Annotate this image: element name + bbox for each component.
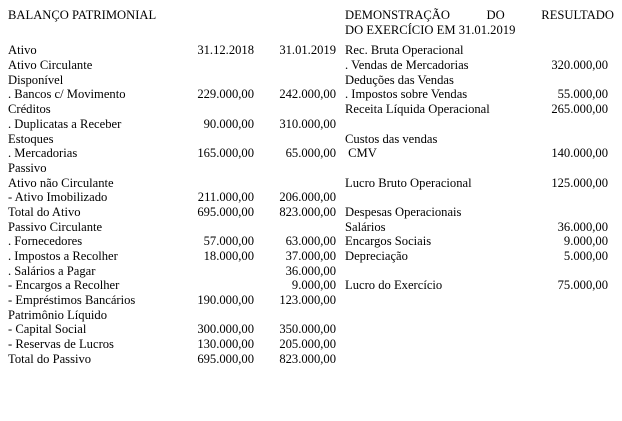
balance-sheet-row xyxy=(8,73,340,88)
income-statement-row xyxy=(345,132,614,147)
income-statement-row-value: 320.000,00 xyxy=(551,58,608,73)
income-statement-row-label: Lucro Bruto Operacional xyxy=(345,175,472,190)
balance-sheet-row-label: - Ativo Imobilizado xyxy=(8,190,108,205)
income-statement-row-value: 125.000,00 xyxy=(551,175,608,190)
income-statement-row-label: Rec. Bruta Operacional xyxy=(345,43,464,58)
balance-sheet-row xyxy=(8,117,340,132)
income-statement-row-value: 265.000,00 xyxy=(551,102,608,117)
income-statement-row-label: CMV xyxy=(345,146,377,161)
balance-sheet-row-value-period-1: 18.000,00 xyxy=(203,249,254,263)
income-statement-row xyxy=(345,249,614,264)
income-statement-row xyxy=(345,205,614,220)
income-statement-row-value: 36.000,00 xyxy=(557,219,608,234)
balance-sheet-row xyxy=(8,132,340,147)
income-statement-row xyxy=(345,58,614,73)
balance-sheet-row-label: . Mercadorias xyxy=(8,146,78,161)
income-statement-row-label: Receita Líquida Operacional xyxy=(345,102,490,117)
balance-sheet-row-label: . Salários a Pagar xyxy=(8,263,96,278)
income-statement-section xyxy=(345,0,614,293)
balance-sheet-row-value-period-2: 350.000,00 xyxy=(279,322,336,337)
balance-sheet-row-value-period-2: 823.000,00 xyxy=(279,351,336,366)
balance-sheet-row-label: Estoques xyxy=(8,131,54,146)
income-statement-row-value: 9.000,00 xyxy=(563,234,608,249)
income-statement-row-label: Encargos Sociais xyxy=(345,234,432,249)
balance-sheet-row-label: Disponível xyxy=(8,72,64,87)
balance-sheet-row-label: Total do Passivo xyxy=(8,351,92,366)
balance-sheet-row xyxy=(8,322,340,337)
balance-sheet-row xyxy=(8,102,340,117)
income-statement-row-value: 5.000,00 xyxy=(563,249,608,263)
income-statement-title-row-1 xyxy=(345,8,614,23)
balance-sheet-row-label: - Encargos a Recolher xyxy=(8,278,120,293)
balance-sheet-row xyxy=(8,176,340,191)
income-statement-title-line-2: DO EXERCÍCIO EM 31.01.2019 xyxy=(345,22,516,37)
balance-sheet-row-value-period-2: 242.000,00 xyxy=(279,87,336,102)
income-statement-row xyxy=(345,176,614,191)
balance-sheet-row-value-period-1: 190.000,00 xyxy=(197,293,254,308)
balance-sheet-row-value-period-2: 63.000,00 xyxy=(285,234,336,249)
balance-sheet-row-label: Passivo xyxy=(8,160,47,175)
balance-sheet-row xyxy=(8,249,340,264)
balance-sheet-row-label: . Impostos a Recolher xyxy=(8,249,118,263)
balance-sheet-row-value-period-1: 130.000,00 xyxy=(197,337,254,352)
balance-sheet-row-value-period-2: 36.000,00 xyxy=(285,263,336,278)
balance-sheet-row-label: - Capital Social xyxy=(8,322,87,337)
income-statement-row-label: Deduções das Vendas xyxy=(345,72,454,87)
balance-sheet-row-value-period-2: 205.000,00 xyxy=(279,337,336,352)
income-statement-spacer-row xyxy=(345,264,614,279)
balance-sheet-row-value-period-1: 165.000,00 xyxy=(197,146,254,161)
income-statement-spacer-row xyxy=(345,117,614,132)
income-statement-title-line-1: DEMONSTRAÇÃO DO RESULTADO xyxy=(345,8,614,22)
income-statement-row xyxy=(345,43,614,58)
balance-sheet-row xyxy=(8,190,340,205)
balance-sheet-row-label: - Empréstimos Bancários xyxy=(8,293,136,308)
balance-sheet-row xyxy=(8,220,340,235)
balance-sheet-title: BALANÇO PATRIMONIAL xyxy=(8,8,157,22)
balance-sheet-row xyxy=(8,337,340,352)
income-statement-row-label: . Impostos sobre Vendas xyxy=(345,87,468,102)
balance-sheet-row-value-period-1: 229.000,00 xyxy=(197,87,254,102)
balance-sheet-row-value-period-1: 695.000,00 xyxy=(197,351,254,366)
balance-sheet-row-label: Patrimônio Líquido xyxy=(8,307,107,322)
income-statement-row-value: 75.000,00 xyxy=(557,278,608,293)
income-statement-row-label: Depreciação xyxy=(345,249,408,263)
income-statement-row xyxy=(345,146,614,161)
balance-sheet-row xyxy=(8,264,340,279)
balance-sheet-row-label: Ativo xyxy=(8,43,37,58)
balance-sheet-row-label: . Fornecedores xyxy=(8,234,83,249)
balance-sheet-row-value-period-2: 123.000,00 xyxy=(279,293,336,308)
balance-sheet-row-label: Créditos xyxy=(8,102,51,117)
balance-sheet-row xyxy=(8,146,340,161)
balance-sheet-row-value-period-1: 57.000,00 xyxy=(203,234,254,249)
income-statement-row xyxy=(345,102,614,117)
balance-sheet-row-value-period-1: 695.000,00 xyxy=(197,204,254,219)
balance-sheet-period-1-header: 31.12.2018 xyxy=(197,43,254,58)
income-statement-row-label: Custos das vendas xyxy=(345,131,438,146)
balance-sheet-row-value-period-2: 9.000,00 xyxy=(291,278,336,293)
balance-sheet-row xyxy=(8,293,340,308)
income-statement-title-row-2 xyxy=(345,23,614,38)
balance-sheet-period-2-header: 31.01.2019 xyxy=(279,43,336,58)
balance-sheet-row-value-period-2: 310.000,00 xyxy=(279,116,336,131)
income-statement-row xyxy=(345,73,614,88)
income-statement-row xyxy=(345,87,614,102)
balance-sheet-row xyxy=(8,234,340,249)
income-statement-rows xyxy=(345,43,614,293)
income-statement-row-label: Despesas Operacionais xyxy=(345,204,462,219)
balance-sheet-row-value-period-2: 823.000,00 xyxy=(279,204,336,219)
income-statement-row-label: . Vendas de Mercadorias xyxy=(345,58,469,73)
income-statement-row-label: Lucro do Exercício xyxy=(345,278,443,293)
income-statement-row xyxy=(345,234,614,249)
balance-sheet-row xyxy=(8,205,340,220)
balance-sheet-section xyxy=(8,0,340,367)
balance-sheet-row-value-period-1: 90.000,00 xyxy=(203,116,254,131)
balance-sheet-row-value-period-2: 65.000,00 xyxy=(285,146,336,161)
balance-sheet-row xyxy=(8,58,340,73)
balance-sheet-row xyxy=(8,278,340,293)
balance-sheet-row-label: . Bancos c/ Movimento xyxy=(8,87,126,102)
balance-sheet-row-value-period-2: 37.000,00 xyxy=(285,249,336,263)
income-statement-row xyxy=(345,220,614,235)
balance-sheet-title-row xyxy=(8,8,340,23)
balance-sheet-row-value-period-1: 211.000,00 xyxy=(197,190,254,205)
balance-sheet-row-label: Ativo Circulante xyxy=(8,58,93,73)
balance-sheet-row-value-period-2: 206.000,00 xyxy=(279,190,336,205)
balance-sheet-row xyxy=(8,308,340,323)
balance-sheet-row xyxy=(8,43,340,58)
balance-sheet-title-gap xyxy=(8,23,340,38)
balance-sheet-row-value-period-1: 300.000,00 xyxy=(197,322,254,337)
balance-sheet-row-label: - Reservas de Lucros xyxy=(8,337,114,352)
income-statement-row-value: 55.000,00 xyxy=(557,87,608,102)
balance-sheet-row-label: . Duplicatas a Receber xyxy=(8,116,122,131)
balance-sheet-row-label: Passivo Circulante xyxy=(8,219,103,234)
balance-sheet-row-label: Ativo não Circulante xyxy=(8,175,114,190)
income-statement-row-label: Salários xyxy=(345,219,386,234)
balance-sheet-row xyxy=(8,161,340,176)
income-statement-spacer-row xyxy=(345,161,614,176)
income-statement-row-value: 140.000,00 xyxy=(551,146,608,161)
balance-sheet-row xyxy=(8,87,340,102)
income-statement-spacer-row xyxy=(345,190,614,205)
income-statement-row xyxy=(345,278,614,293)
balance-sheet-row-label: Total do Ativo xyxy=(8,204,81,219)
balance-sheet-rows xyxy=(8,43,340,366)
balance-sheet-row xyxy=(8,352,340,367)
